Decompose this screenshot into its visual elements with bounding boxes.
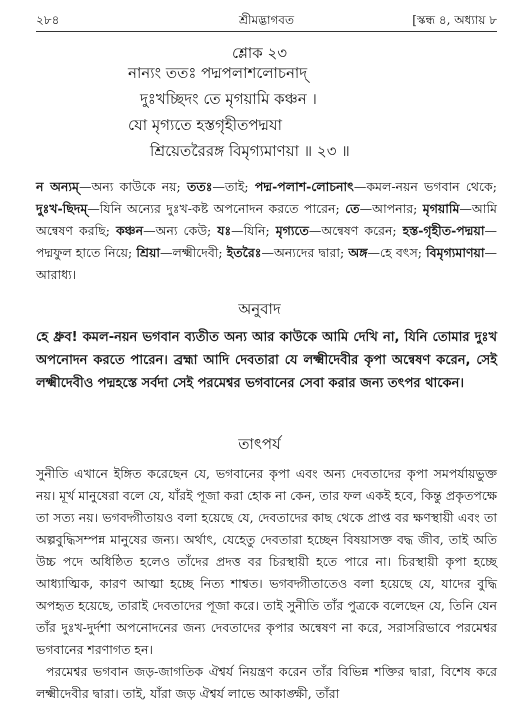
page-number: ২৮৪	[36, 13, 60, 27]
purport-paragraph: পরমেশ্বর ভগবান জড়-জাগতিক ঐশ্বর্য নিয়ন্ত্রণ করেন তাঁর বিভিন্ন শক্তির দ্বারা, বিশেষ করে লক্ষ্মীদেবীর দ্বারা। তাই, যাঁরা জড় ঐশ্বর্য লাভে আকাঙ্ক্ষী, তাঁরা	[36, 664, 497, 701]
synonym-meaning: —কমল-নয়ন ভগবান থেকে;	[353, 179, 497, 194]
synonym-term: মৃগয়ামি	[422, 201, 460, 216]
synonym-meaning: —আরাধ্য।	[36, 245, 498, 282]
sloka-title: শ্লোক ২৩	[232, 44, 287, 62]
synonym-meaning: —লক্ষ্মীদেবী;	[160, 245, 227, 260]
synonym-meaning: —অন্য কাউকে নয়;	[78, 179, 187, 194]
purport-body	[36, 463, 497, 705]
synonym-term: যঃ	[217, 223, 232, 238]
synonym-term: অঙ্গ	[348, 245, 368, 260]
synonym-meaning: —অন্বেষণ করেন;	[308, 223, 403, 238]
synonyms-paragraph	[36, 176, 497, 286]
synonym-term: হস্ত-গৃহীত-পদ্ময়া	[402, 223, 485, 238]
synonym-term: ন অন্যম্	[36, 179, 79, 194]
running-header	[36, 8, 497, 30]
synonym-meaning: —যিনি;	[231, 223, 276, 238]
synonym-term: পদ্ম-পলাশ-লোচনাৎ	[254, 179, 354, 194]
purport-heading: তাৎপর্য	[238, 435, 281, 453]
verse-line: নান্যং ততঃ পদ্মপলাশলোচনাদ্	[128, 64, 308, 82]
synonym-term: তে	[345, 201, 360, 216]
verse-line: শ্রিয়েতরৈরঙ্গ বিমৃগ্যমাণয়া ॥ ২৩ ॥	[150, 142, 350, 160]
synonym-term: ততঃ	[186, 179, 213, 194]
synonym-meaning: —হে বৎস;	[367, 245, 427, 260]
verse-line: যো মৃগ্যতে হস্তগৃহীতপদ্মযা	[128, 116, 282, 134]
header-divider	[36, 31, 497, 32]
synonym-term: কঞ্চন	[115, 223, 144, 238]
synonym-meaning: —পদ্মফুল হাতে নিয়ে;	[36, 223, 497, 260]
translation-heading: অনুবাদ	[238, 300, 281, 318]
synonym-term: বিমৃগ্যমাণয়া	[426, 245, 485, 260]
synonym-meaning: —অন্য কেউ;	[143, 223, 218, 238]
verse-line: দুঃখচ্ছিদং তে মৃগয়ামি কঞ্চন ।	[140, 90, 317, 108]
purport-paragraph: সুনীতি এখানে ইঙ্গিত করেছেন যে, ভগবানের কৃপা এবং অন্য দেবতাদের কৃপা সমপর্যায়ভুক্ত নয়। মূর্খ মানুষেরা বলে যে, যাঁরই পূজা করা হোক না কেন, তার ফল একই হবে, কিন্তু প্রকৃতপক্ষে তা সত্য নয়। ভগবদ্গীতায়ও বলা হয়েছে যে, দেবতাদের কাছ থেকে প্রাপ্ত বর ক্ষণস্থায়ী এবং তা অল্পবুদ্ধিসম্পন্ন মানুষের জন্য। অর্থাৎ, যেহেতু দেবতারা হচ্ছেন বিষয়াসক্ত বদ্ধ জীব, তাই অতি উচ্চ পদে অধিষ্ঠিত হলেও তাঁদের প্রদত্ত বর চিরস্থায়ী হতে পারে না। চিরস্থায়ী কৃপা হচ্ছে আধ্যাত্মিক, কারণ আত্মা হচ্ছে নিত্য শাশ্বত। ভগবদ্গীতাতেও বলা হয়েছে যে, যাদের বুদ্ধি অপহৃত হয়েছে, তারাই দেবতাদের পূজা করে। তাই সুনীতি তাঁর পুত্রকে বলেছেন যে, তিনি যেন তাঁর দুঃখ-দুর্দশা অপনোদনের জন্য দেবতাদের কৃপার অন্বেষণ না করে, সরাসরিভাবে পরমেশ্বর ভগবানের শরণাগত হন।	[36, 466, 497, 657]
synonym-meaning: —তাই;	[212, 179, 255, 194]
synonym-meaning: —আপনার;	[359, 201, 423, 216]
book-title: শ্রীমদ্ভাগবত	[238, 13, 294, 27]
synonym-term: মৃগ্যতে	[275, 223, 309, 238]
synonym-term: শ্রিয়া	[136, 245, 161, 260]
synonym-meaning: —যিনি অন্যের দুঃখ-কষ্ট অপনোদন করতে পারেন;	[87, 201, 346, 216]
synonym-meaning: —অন্যদের দ্বারা;	[261, 245, 349, 260]
synonym-term: ইতরৈঃ	[226, 245, 262, 260]
synonym-meaning: —আমি অন্বেষণ করছি;	[36, 201, 497, 238]
synonym-term: দুঃখ-ছিদম্	[36, 201, 88, 216]
translation-text: হে ধ্রুব! কমল-নয়ন ভগবান ব্যতীত অন্য আর কাউকে আমি দেখি না, যিনি তোমার দুঃখ অপনোদন করতে পারেন। ব্রহ্মা আদি দেবতারা যে লক্ষ্মীদেবীর কৃপা অন্বেষণ করেন, সেই লক্ষ্মীদেবীও পদ্মহস্তে সর্বদা সেই পরমেশ্বর ভগবানের সেবা করার জন্য তৎপর থাকেন।	[36, 330, 497, 391]
chapter-reference: [স্কন্ধ ৪, অধ্যায় ৮	[412, 13, 497, 27]
